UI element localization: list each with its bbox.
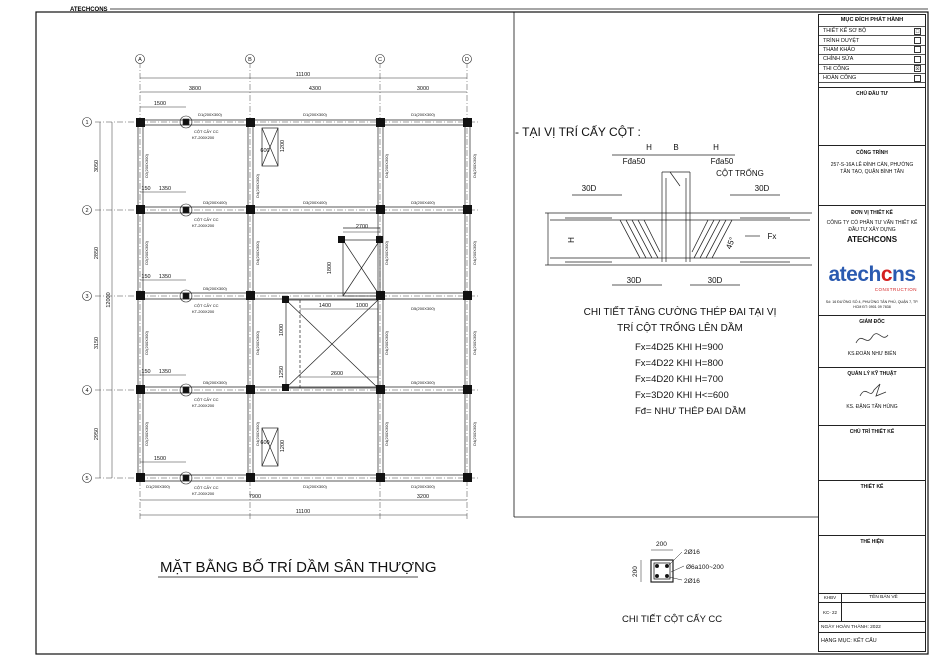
dim-150-b: 150 <box>141 274 151 280</box>
beam-label: D5(200X300) <box>203 380 227 385</box>
dim-1200-top: 1200 <box>280 139 286 153</box>
beam-label: D4(200X300) <box>384 422 389 446</box>
dim-bottom-2: 3200 <box>416 494 430 500</box>
grid-col-d: D <box>465 57 469 63</box>
dim-1350-c: 1350 <box>158 369 172 375</box>
beam-label: D4(200X300) <box>472 154 477 178</box>
director-section <box>819 315 925 367</box>
dim-b: B <box>673 143 679 152</box>
dim-h-left: H <box>646 143 652 152</box>
owner-section <box>819 87 925 145</box>
purpose-heading: MỤC ĐÍCH PHÁT HÀNH <box>840 17 904 23</box>
dim-1000-v: 1000 <box>279 323 285 337</box>
project-address: 257-S-16A LÊ ĐÌNH CẨN, PHƯỜNG TÂN TẠO, QUẬN BÌNH TÂN <box>830 162 914 175</box>
director-signature <box>852 329 892 349</box>
dim-1000: 1000 <box>355 303 369 309</box>
beam-label: D1(200X300) <box>411 484 435 489</box>
dim-total-top: 11100 <box>295 72 311 78</box>
planted-column-section <box>641 550 684 582</box>
dim-left-1: 3050 <box>94 159 100 173</box>
plan-title: MẶT BẰNG BỐ TRÍ DẦM SÂN THƯỢNG <box>160 559 437 576</box>
checkbox[interactable] <box>914 37 921 44</box>
label-fx: Fx <box>767 232 777 241</box>
director-name: KS.ĐOÀN NHƯ BIỂN <box>847 351 897 357</box>
company-contact: Số: 16 ĐƯỜNG SỐ 4, PHƯỜNG TÂN PHÚ, QUẬN 7, TP. HCM ĐT: 0901 09 7838 <box>825 300 919 309</box>
col-kt: KT-200X200 <box>192 309 215 314</box>
col-stirrup: Ø6a100~200 <box>686 564 724 571</box>
beam-label: D5(200X300) <box>203 286 227 291</box>
drafter-section: THỂ HIỆN <box>819 535 925 593</box>
beam-label: D1(200X300) <box>411 112 435 117</box>
beam-label: D4(200X300) <box>255 174 260 198</box>
dim-600-bottom: 600 <box>260 440 270 446</box>
beam-label: D1(200X300) <box>303 484 327 489</box>
beam-layout-plan <box>95 62 478 520</box>
beam-label: D4(200X300) <box>255 422 260 446</box>
purpose-row: HOÀN CÔNG <box>819 74 925 83</box>
dim-top-3: 3000 <box>416 86 430 92</box>
beam-label: D3(200X400) <box>303 200 327 205</box>
logo-sub: CONSTRUCTION <box>874 287 917 292</box>
category: HẠNG MỤC: KẾT CẤU <box>819 632 925 652</box>
tech-heading: QUẢN LÝ KỸ THUẬT <box>847 371 897 377</box>
owner-heading: CHỦ ĐẦU TƯ <box>856 91 888 97</box>
purpose-row: THI CÔNG ☒ <box>819 65 925 74</box>
dim-left-2: 2850 <box>94 246 100 260</box>
dim-150-c: 150 <box>141 369 151 375</box>
beam-label: D2(200X300) <box>144 422 149 446</box>
title-block <box>818 14 926 652</box>
dim-1400: 1400 <box>318 303 332 309</box>
tech-section <box>819 367 925 425</box>
col-note: CỘT CẤY CC <box>194 217 219 222</box>
purpose-row: CHỈNH SỬA <box>819 55 925 64</box>
lead-section: CHỦ TRÌ THIẾT KẾ <box>819 425 925 480</box>
grid-col-b: B <box>248 57 252 63</box>
col-bar-bot: 2Ø16 <box>684 578 700 585</box>
checkbox[interactable]: ☒ <box>915 66 920 72</box>
checkbox[interactable]: ☐ <box>915 28 920 34</box>
col-kt: KT-200X200 <box>192 403 215 408</box>
sheet-number: KC- 22 <box>822 610 837 615</box>
designer-section <box>819 205 925 255</box>
grid-row-4: 4 <box>85 388 89 394</box>
col-kt: KT-200X200 <box>192 491 215 496</box>
tech-signature <box>852 380 892 402</box>
dim-30d-bl: 30D <box>626 276 642 285</box>
design-section: THIẾT KẾ <box>819 480 925 535</box>
company-name: CÔNG TY CỔ PHẦN TƯ VẤN THIẾT KẾ ĐẦU TƯ XÂY DỰNG <box>826 220 918 233</box>
dim-1500-bottom: 1500 <box>153 456 167 462</box>
beam-label: D4(200X300) <box>255 241 260 265</box>
purpose-row: THIẾT KẾ SƠ BỘ ☐ <box>819 27 925 36</box>
beam-label: D4(200X300) <box>472 422 477 446</box>
project-section <box>819 145 925 205</box>
beam-label: D2(200X300) <box>144 241 149 265</box>
checkbox[interactable] <box>914 56 921 63</box>
label-angle: 45° <box>724 235 737 251</box>
dim-left-total: 12000 <box>106 292 112 308</box>
dim-bottom-1: 7900 <box>248 494 262 500</box>
grid-row-1: 1 <box>85 120 89 126</box>
col-note: CỘT CẤY CC <box>194 129 219 134</box>
detail-caption-1: CHI TIẾT TĂNG CƯỜNG THÉP ĐAI TẠI VỊ <box>583 307 777 318</box>
checkbox[interactable] <box>914 46 921 53</box>
beam-label: D5(200X300) <box>411 306 435 311</box>
detail-caption-2: TRÍ CỘT TRỐNG LÊN DẦM <box>617 323 743 334</box>
finish-date: NGÀY HOÀN THÀNH: 2022 <box>819 621 925 632</box>
grid-row-3: 3 <box>85 294 89 300</box>
grid-row-5: 5 <box>85 476 89 482</box>
spec-line: Fx=3D20 KHI H<=600 <box>635 390 729 401</box>
purpose-row: TRÌNH DUYỆT <box>819 36 925 45</box>
grid-col-a: A <box>138 57 142 63</box>
beam-label: D2(200X300) <box>144 331 149 355</box>
spec-line: Fđ= NHƯ THÉP ĐAI DẦM <box>635 406 746 417</box>
dim-h-side: H <box>567 237 576 243</box>
khbv-label: KHBV <box>819 594 841 603</box>
grid-col-c: C <box>378 57 382 63</box>
project-heading: CÔNG TRÌNH <box>856 150 888 156</box>
dim-30d-tl: 30D <box>581 184 597 193</box>
spec-line: Fx=4D25 KHI H=900 <box>635 342 724 353</box>
col-note: CỘT CẤY CC <box>194 397 219 402</box>
beam-label: D1(200X300) <box>198 112 222 117</box>
dim-2600: 2600 <box>330 371 344 377</box>
drawing-name-label: TÊN BẢN VẼ <box>842 594 925 603</box>
stirrup-detail-drawing <box>545 155 812 285</box>
beam-label: D1(200X300) <box>303 112 327 117</box>
designer-heading: ĐƠN VỊ THIẾT KẾ <box>851 210 893 216</box>
checkbox[interactable] <box>914 75 921 82</box>
beam-label: D1(200X300) <box>146 484 170 489</box>
brand-header: ATECHCONS <box>70 7 108 13</box>
company-logo: atechcns CONSTRUCTION Số: 16 ĐƯỜNG SỐ 4, PHƯỜNG TÂN PHÚ, QUẬN 7, TP. HCM ĐT: 0901 09 7838 <box>819 255 925 315</box>
dim-h-right: H <box>713 143 719 152</box>
dim-1350-a: 1350 <box>158 186 172 192</box>
dim-2700: 2700 <box>355 224 369 230</box>
grid-row-2: 2 <box>85 208 89 214</box>
col-bar-top: 2Ø16 <box>684 549 700 556</box>
beam-label: D5(200X300) <box>411 380 435 385</box>
purpose-row: THAM KHẢO <box>819 46 925 55</box>
col-note: CỘT CẤY CC <box>194 485 219 490</box>
spec-line: Fx=4D22 KHI H=800 <box>635 358 724 369</box>
col-note: CỘT CẤY CC <box>194 303 219 308</box>
dim-1250: 1250 <box>279 365 285 379</box>
dim-30d-br: 30D <box>707 276 723 285</box>
dim-left-4: 2950 <box>94 427 100 441</box>
beam-label: D2(200X300) <box>144 154 149 178</box>
beam-label: D4(200X300) <box>472 241 477 265</box>
dim-600-top: 600 <box>260 148 270 154</box>
col-dim-w: 200 <box>656 541 667 548</box>
sheet-info <box>819 593 925 621</box>
beam-label: D4(200X300) <box>472 331 477 355</box>
col-kt: KT-200X200 <box>192 223 215 228</box>
beam-label: D4(200X300) <box>384 331 389 355</box>
dim-1800: 1800 <box>327 261 333 275</box>
beam-label: D4(200X300) <box>384 154 389 178</box>
detail-title: - TẠI VỊ TRÍ CẤY CỘT : <box>515 125 641 139</box>
dim-left-3: 3150 <box>94 336 100 350</box>
spec-line: Fx=4D20 KHI H=700 <box>635 374 724 385</box>
dim-top-2: 4300 <box>308 86 322 92</box>
dim-1200-bottom: 1200 <box>280 439 286 453</box>
tech-name: KS. ĐẶNG TẤN HÙNG <box>846 404 898 410</box>
col-kt: KT-200X200 <box>192 135 215 140</box>
dim-150-a: 150 <box>141 186 151 192</box>
company-brand: ATECHCONS <box>846 235 898 244</box>
sheet-frame <box>36 12 928 654</box>
dim-30d-tr: 30D <box>754 184 770 193</box>
dim-top-1: 3800 <box>188 86 202 92</box>
dim-total-bottom: 11100 <box>295 509 311 515</box>
label-fda-left: Fđa50 <box>622 157 646 166</box>
dim-1350-b: 1350 <box>158 274 172 280</box>
dim-1500-top: 1500 <box>153 101 167 107</box>
label-cot-trong: CỘT TRỐNG <box>716 169 764 178</box>
beam-label: D4(200X300) <box>255 331 260 355</box>
beam-label: D3(200X400) <box>411 200 435 205</box>
col-dim-h: 200 <box>632 566 639 577</box>
label-fda-right: Fđa50 <box>710 157 734 166</box>
col-detail-caption: CHI TIẾT CỘT CẤY CC <box>622 614 723 625</box>
director-heading: GIÁM ĐỐC <box>859 319 885 325</box>
beam-label: D3(200X400) <box>203 200 227 205</box>
beam-label: D4(200X300) <box>384 241 389 265</box>
